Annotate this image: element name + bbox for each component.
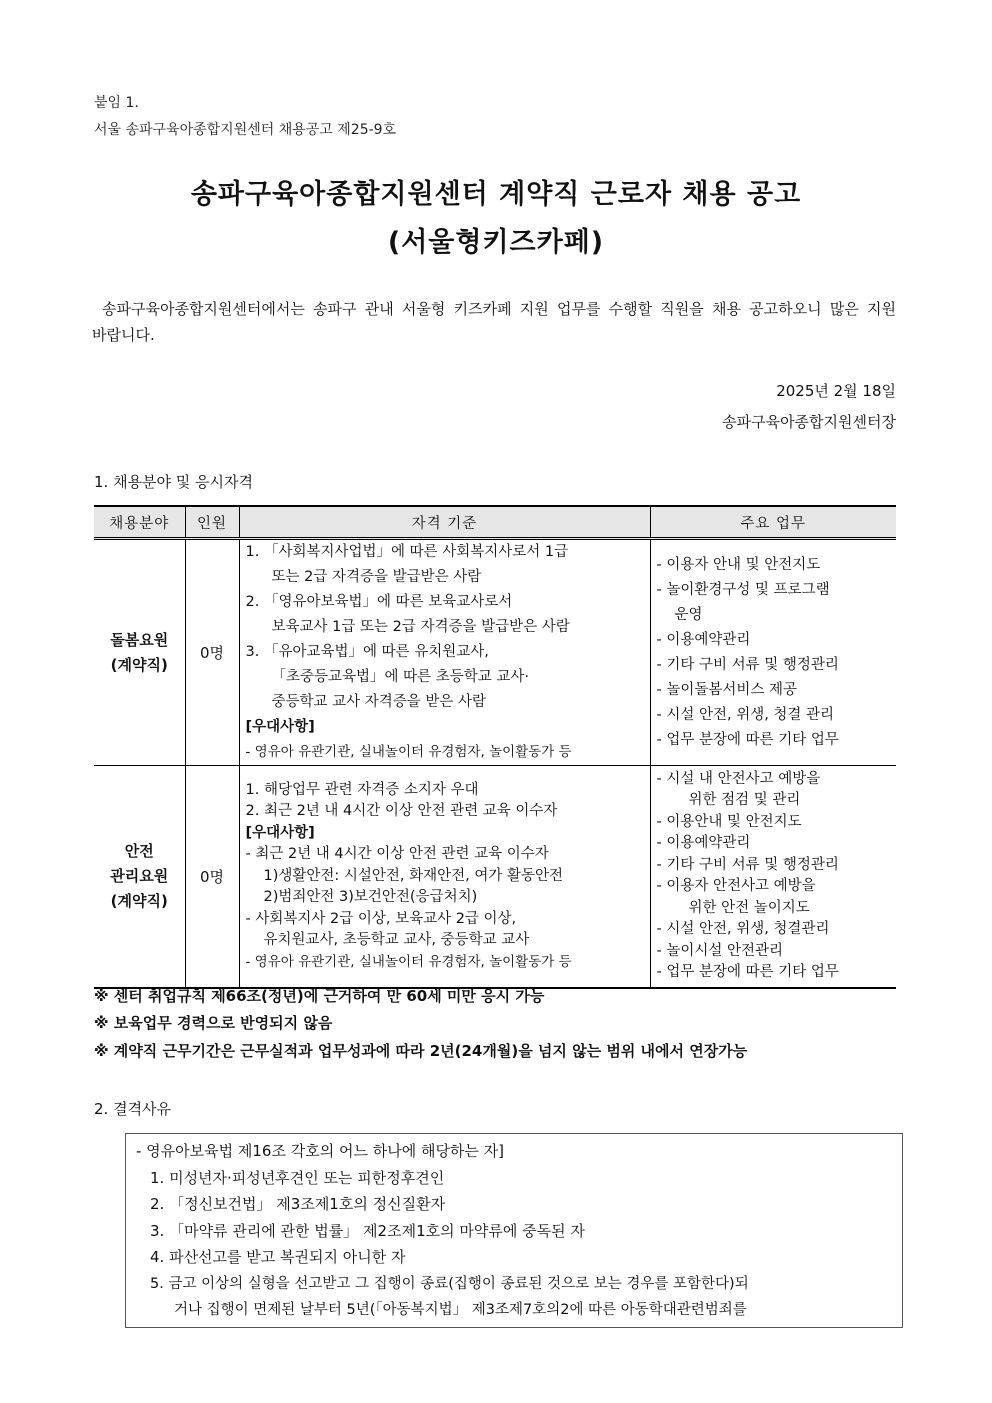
duty-line: - 놀이환경구성 및 프로그램	[656, 581, 830, 598]
col-header-qualification: 자격 기준	[239, 506, 650, 539]
duties-cell	[650, 766, 896, 988]
list-item: 4. 파산선고를 받고 복권되지 아니한 자	[150, 1248, 406, 1266]
qualification-line: 1. 해당업무 관련 자격증 소지자 우대	[245, 781, 479, 798]
issuer-name: 송파구육아종합지원센터장	[722, 413, 896, 431]
list-item: 1. 미성년자·피성년후견인 또는 피한정후견인	[150, 1168, 445, 1187]
preference-label: [우대사항]	[245, 824, 315, 841]
duty-line: 운영	[674, 606, 703, 623]
section2-heading: 2. 결격사유	[94, 1100, 172, 1118]
list-item: 3. 「마약류 관리에 관한 법률」 제2조제1호의 마약류에 중독된 자	[150, 1221, 585, 1240]
duty-line: - 시설 내 안전사고 예방을	[656, 770, 821, 787]
preference-label: [우대사항]	[245, 719, 315, 735]
duty-line: 위한 안전 놀이지도	[688, 899, 810, 916]
duty-line: - 기타 구비 서류 및 행정관리	[656, 856, 839, 873]
duty-line: - 이용자 안전사고 예방을	[656, 878, 816, 895]
duty-line: - 시설 안전, 위생, 청결관리	[656, 921, 830, 938]
field-cell	[94, 539, 185, 766]
disqualification-box	[125, 1133, 903, 1328]
notice-date: 2025년 2월 18일	[776, 382, 896, 400]
qualification-line: - 영유아 유관기관, 실내놀이터 유경험자, 놀이활동가 등	[245, 953, 572, 970]
duty-line: - 놀이돌봄서비스 제공	[656, 681, 798, 698]
field-cell	[94, 766, 185, 988]
page-title: 송파구육아종합지원센터 계약직 근로자 채용 공고	[190, 179, 802, 210]
qualification-line: - 영유아 유관기관, 실내놀이터 유경험자, 놀이활동가 등	[245, 744, 572, 760]
section1-heading: 1. 채용분야 및 응시자격	[94, 473, 254, 491]
list-item: 거나 집행이 면제된 날부터 5년(「아동복지법」 제3조제7호의2에 따른 아동학대관련범죄를	[174, 1302, 747, 1318]
duties-cell	[650, 539, 896, 766]
qualification-line: - 사회복지사 2급 이상, 보육교사 2급 이상,	[245, 910, 517, 927]
duty-line: - 업무 분장에 따른 기타 업무	[656, 964, 839, 981]
qualification-line: - 최근 2년 내 4시간 이상 안전 관련 교육 이수자	[245, 846, 549, 862]
notice-number: 서울 송파구육아종합지원센터 채용공고 제25-9호	[94, 122, 397, 138]
list-item: 5. 금고 이상의 실형을 선고받고 그 집행이 종료(집행이 종료된 것으로 보는 경우를 포함한다)되	[150, 1275, 749, 1292]
field-type: (계약직)	[110, 891, 168, 910]
qualification-cell	[239, 766, 650, 988]
duty-line: 위한 점검 및 관리	[688, 792, 801, 809]
duty-line: - 기타 구비 서류 및 행정관리	[656, 656, 839, 673]
page-subtitle: (서울형키즈카페)	[387, 227, 605, 258]
attachment-label: 붙임 1.	[94, 95, 139, 111]
count-cell: 0명	[185, 539, 239, 766]
duty-line: - 이용안내 및 안전지도	[656, 813, 802, 830]
field-name: 관리요원	[110, 866, 169, 885]
qualification-line: 유치원교사, 초등학교 교사, 중등학교 교사	[263, 932, 530, 948]
duty-line: - 이용자 안내 및 안전지도	[656, 556, 821, 573]
duty-line: - 업무 분장에 따른 기타 업무	[656, 731, 839, 748]
qualification-line: 중등학교 교사 자격증을 받은 사람	[271, 694, 487, 710]
intro-paragraph: 송파구육아종합지원센터에서는 송파구 관내 서울형 키즈카페 지원 업무를 수행할 직원을 채용 공고하오니 많은 지원 바랍니다.	[92, 300, 896, 344]
qualification-line: 1. 「사회복지사업법」에 따른 사회복지사로서 1급	[245, 544, 569, 560]
qualification-line: 2. 최근 2년 내 4시간 이상 안전 관련 교육 이수자	[245, 803, 558, 819]
duty-line: - 이용예약관리	[656, 631, 751, 648]
field-name: 돌봄요원	[110, 630, 169, 649]
list-item: 2. 「정신보건법」 제3조제1호의 정신질환자	[150, 1195, 446, 1213]
col-header-duties: 주요 업무	[650, 506, 896, 539]
count-cell: 0명	[185, 766, 239, 988]
qualification-line: 보육교사 1급 또는 2급 자격증을 발급받은 사람	[271, 619, 570, 635]
col-header-field: 채용분야	[94, 506, 185, 539]
duty-line: - 놀이시설 안전관리	[656, 942, 784, 959]
field-name: 안전	[124, 841, 154, 860]
qualification-line: 1)생활안전: 시설안전, 화재안전, 여가 활동안전	[263, 867, 564, 884]
note-career: ※ 보육업무 경력으로 반영되지 않음	[94, 1014, 333, 1032]
qualification-cell	[239, 539, 650, 766]
table-header-row	[94, 506, 896, 539]
duty-line: - 이용예약관리	[656, 835, 751, 852]
note-retirement: ※ 센터 취업규칙 제66조(정년)에 근거하여 만 60세 미만 응시 가능	[94, 987, 545, 1005]
note-contract-period: ※ 계약직 근무기간은 근무실적과 업무성과에 따라 2년(24개월)을 넘지 않는 범위 내에서 연장가능	[94, 1042, 748, 1060]
table-row	[94, 539, 896, 766]
recruitment-table	[94, 505, 896, 989]
field-type: (계약직)	[110, 655, 168, 674]
duty-line: - 시설 안전, 위생, 청결 관리	[656, 706, 835, 723]
qualification-line: 2)범죄안전 3)보건안전(응급처치)	[263, 889, 478, 905]
col-header-count: 인원	[185, 506, 239, 539]
box-title: - 영유아보육법 제16조 각호의 어느 하나에 해당하는 자]	[136, 1142, 505, 1160]
qualification-line: 「초중등교육법」에 따른 초등학교 교사·	[271, 669, 530, 685]
qualification-line: 또는 2급 자격증을 발급받은 사람	[271, 569, 482, 585]
table-row	[94, 766, 896, 988]
qualification-line: 2. 「영유아보육법」에 따른 보육교사로서	[245, 594, 513, 610]
qualification-line: 3. 「유아교육법」에 따른 유치원교사,	[245, 644, 489, 660]
